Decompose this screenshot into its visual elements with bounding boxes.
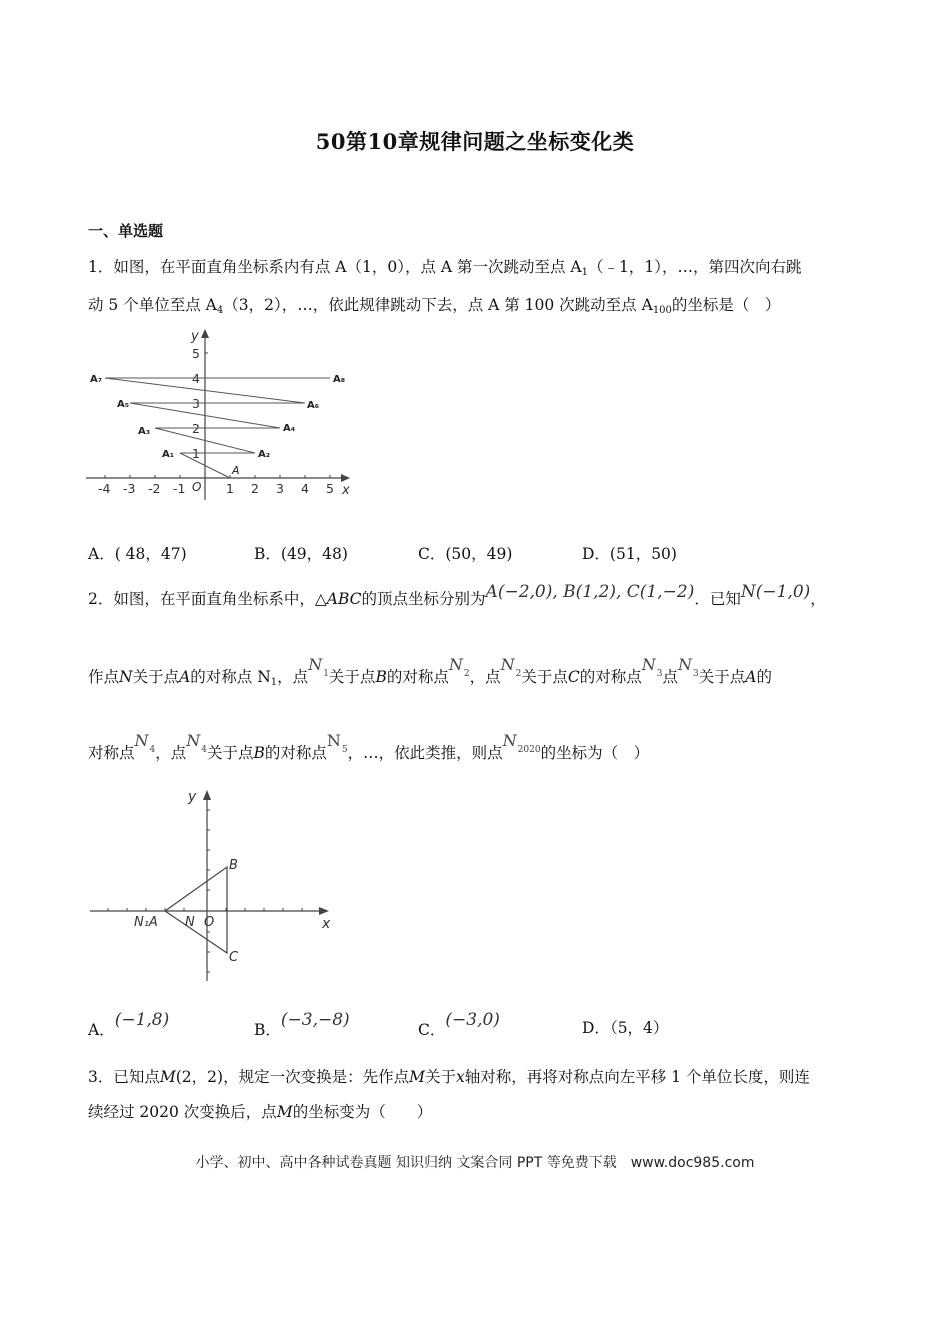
q2-triangle-name: ABC	[326, 590, 362, 608]
q2-n1: $N_1$	[308, 655, 329, 679]
q1-choice-b[interactable]: B．(49，48)	[254, 545, 348, 563]
q2-line-3	[88, 731, 650, 767]
q1-origin-label: O	[192, 480, 202, 494]
q2-vertices-math: A(−2,0), B(1,2), C(1,−2)	[485, 582, 695, 602]
q2-n-math: N(−1,0)	[740, 582, 811, 602]
q2-text: 的顶点坐标分别为	[361, 590, 486, 608]
q2-choice-a[interactable]	[88, 1008, 170, 1039]
q3-var: M	[276, 1103, 293, 1121]
q1-x-label: x	[342, 483, 350, 498]
q3-line-1	[88, 1066, 810, 1088]
q1-point-a1: A₁	[162, 449, 175, 460]
q2-text: 的对称点	[386, 668, 449, 686]
q1-xtick: -4	[98, 481, 111, 496]
q2-n3b: $N_3$	[677, 655, 699, 679]
q2-label-b: B	[229, 858, 238, 873]
q1-text-d: （3，2），…，依此规律跳动下去，点 A 第 100 次跳动至点 A	[223, 296, 653, 314]
q2-n4: $N_4$	[134, 731, 156, 755]
q1-sub-100: 100	[652, 305, 672, 316]
page-title: 50第10章规律问题之坐标变化类	[315, 129, 635, 154]
q1-line-1	[88, 256, 802, 284]
q1-xtick: -1	[173, 481, 186, 496]
q2-text: 的	[756, 668, 772, 686]
q1-point-a6: A₆	[307, 400, 320, 411]
q1-text-b: （﹣1，1），…，第四次向右跳	[588, 258, 802, 276]
q2-text: 关于点	[521, 668, 568, 686]
q2-x-arrow-icon	[319, 907, 329, 915]
q2-text: 关于点	[328, 668, 376, 686]
q2-line-1	[88, 582, 826, 610]
q3-var: M	[159, 1068, 176, 1086]
q2-line-2	[88, 655, 772, 694]
q1-point-a4: A₄	[283, 423, 296, 434]
q1-point-a: A	[232, 464, 240, 477]
q2-text: ，…，依此类推，则点	[347, 744, 503, 762]
q2-label-o: O	[204, 915, 215, 930]
q1-xtick: 2	[251, 481, 259, 496]
q2-text: ，点	[277, 668, 309, 686]
q1-line-2	[88, 294, 780, 322]
q1-xtick: 3	[276, 481, 284, 496]
q3-text: 关于	[424, 1068, 456, 1086]
q2-text: ，点	[155, 744, 187, 762]
q2-label-n: N	[185, 915, 195, 930]
q2-choice-b[interactable]	[254, 1008, 350, 1039]
q2-y-arrow-icon	[203, 790, 211, 800]
q2-text: ．已知	[694, 590, 741, 608]
q2-choice-c[interactable]	[418, 1008, 500, 1039]
q2-text: 的坐标为（ ）	[540, 744, 650, 762]
q2-choice-d-label: D．	[582, 1019, 610, 1037]
q2-choice-a-value: (−1,8)	[114, 1010, 170, 1030]
q3-text: 轴对称，再将对称点向左平移 1 个单位长度，则连	[464, 1068, 810, 1086]
q3-var: x	[455, 1068, 465, 1086]
q2-text: ，点	[469, 668, 501, 686]
q1-y-label: y	[191, 329, 199, 344]
q1-ytick: 4	[192, 371, 200, 386]
q2-n4b: $N_4$	[186, 731, 207, 755]
q2-text: 的对称点 N	[190, 668, 271, 686]
q2-y-label: y	[188, 789, 197, 805]
q1-x-arrow-icon	[341, 474, 350, 482]
q1-ytick: 5	[192, 346, 200, 361]
q3-text: 的坐标变为（ ）	[292, 1103, 433, 1121]
q3-text: 3．已知点	[88, 1068, 160, 1086]
q1-choice-d[interactable]: D．(51，50)	[582, 545, 677, 563]
q1-sub-4: 4	[216, 305, 224, 316]
q2-label-n1a: N₁A	[134, 915, 158, 930]
q2-var: B	[253, 744, 265, 762]
q1-choice-c[interactable]: C．(50，49)	[418, 545, 513, 563]
page-footer[interactable]: 小学、初中、高中各种试卷真题 知识归纳 文案合同 PPT 等免费下载 www.doc985.com	[195, 1155, 755, 1171]
q2-choice-b-label: B．	[254, 1021, 281, 1039]
q1-text-c: 动 5 个单位至点 A	[88, 296, 217, 314]
q2-text: 的对称点	[579, 668, 642, 686]
q1-point-a8: A₈	[333, 374, 346, 385]
q2-text: 点	[662, 668, 678, 686]
q1-point-a3: A₃	[138, 426, 151, 437]
q2-text: 关于点	[132, 668, 180, 686]
q2-choice-b-value: (−3,−8)	[280, 1010, 350, 1030]
q2-var: N	[119, 668, 133, 686]
q1-sub-1: 1	[581, 267, 589, 278]
q2-text: ，	[810, 590, 826, 608]
q2-label-c: C	[229, 950, 239, 965]
q2-n2b: $N_2$	[500, 655, 522, 679]
q2-x-label: x	[322, 916, 331, 932]
q2-n2: $N_2$	[448, 655, 470, 679]
q2-text: 关于点	[207, 744, 254, 762]
q2-var: A	[745, 668, 757, 686]
q1-figure	[84, 326, 359, 504]
q1-choice-a[interactable]: A．( 48，47)	[88, 545, 187, 563]
q2-text: 2．如图，在平面直角坐标系中，△	[88, 590, 327, 608]
q1-x-tick-labels	[98, 481, 334, 496]
q2-n2020: $N_{2020}$	[502, 731, 541, 755]
q2-n3: $N_3$	[641, 655, 663, 679]
q2-choice-a-label: A．	[88, 1021, 115, 1039]
q2-choice-c-value: (−3,0)	[445, 1010, 500, 1030]
q2-choice-d[interactable]	[582, 1016, 668, 1038]
q1-point-labels	[90, 374, 345, 477]
q2-text: 作点	[88, 668, 120, 686]
q2-var: B	[375, 668, 387, 686]
q3-text: (2，2)，规定一次变换是：先作点	[175, 1068, 410, 1086]
q1-point-a2: A₂	[258, 449, 271, 460]
q1-xtick: 1	[226, 481, 234, 496]
section-heading: 一、单选题	[88, 222, 164, 240]
q2-var: A	[179, 668, 191, 686]
q2-sub: 1	[270, 677, 278, 688]
q1-ytick: 2	[192, 421, 200, 436]
q3-text: 续经过 2020 次变换后，点	[88, 1103, 277, 1121]
q2-text: 关于点	[698, 668, 746, 686]
q1-point-a7: A₇	[90, 374, 103, 385]
q3-line-2	[88, 1101, 432, 1123]
q1-xtick: -3	[123, 481, 136, 496]
q2-figure	[86, 785, 346, 985]
q2-var: C	[567, 668, 580, 686]
q1-ytick: 1	[192, 446, 200, 461]
q2-choice-d-value: （5，4）	[609, 1019, 669, 1037]
q2-choice-c-label: C．	[418, 1021, 446, 1039]
q2-triangle-abc	[165, 867, 227, 953]
q1-xtick: 5	[326, 481, 334, 496]
q2-text: 对称点	[88, 744, 135, 762]
q2-text: 的对称点	[264, 744, 327, 762]
q1-text-e: 的坐标是（ ）	[671, 296, 781, 314]
q1-xtick: 4	[301, 481, 309, 496]
q1-y-arrow-icon	[201, 329, 209, 338]
q1-xtick: -2	[148, 481, 161, 496]
q1-ytick: 3	[192, 396, 200, 411]
q2-n5: $N_5$	[326, 731, 348, 755]
q3-var: M	[409, 1068, 425, 1086]
q1-point-a5: A₅	[117, 399, 130, 410]
q1-text-a: 1．如图，在平面直角坐标系内有点 A（1，0），点 A 第一次跳动至点 A	[88, 258, 582, 276]
